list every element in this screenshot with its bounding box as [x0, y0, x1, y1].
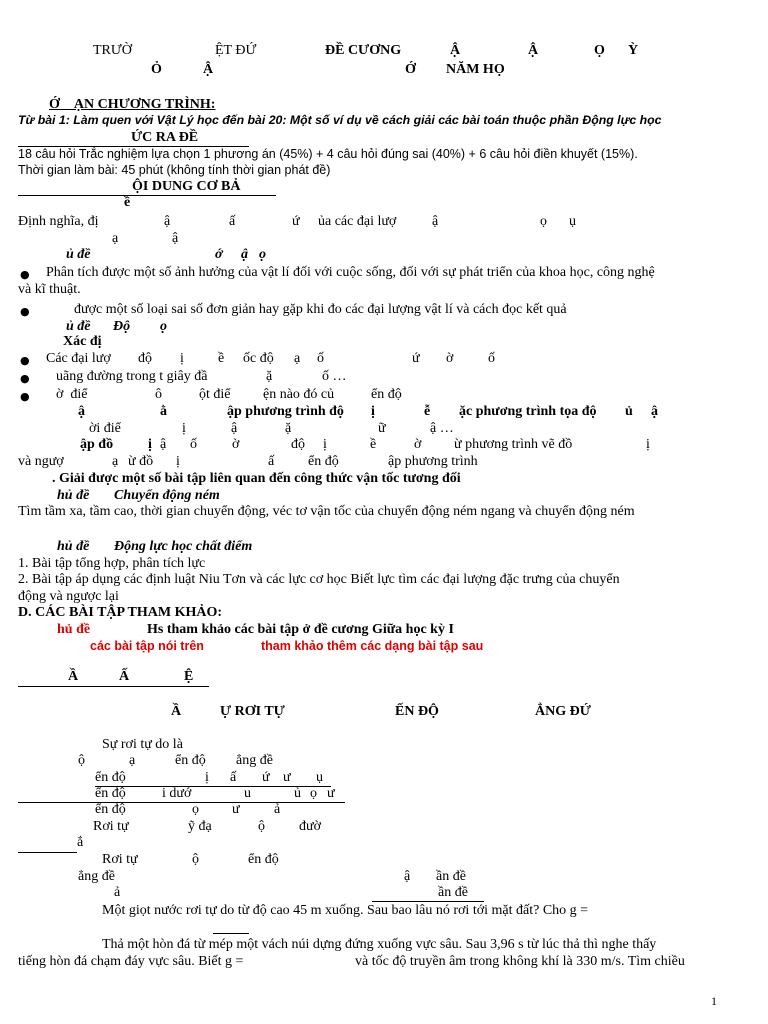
program-range: Từ bài 1: Làm quen với Vật Lý học đến bài 20: Một số ví dụ về cách giải các bài toán thuộc phần Động lực học [18, 113, 662, 127]
text-fragment: ớ [215, 247, 223, 262]
text-fragment: i dướ [162, 786, 192, 801]
text-fragment: ẳng đề [236, 753, 273, 768]
projectile-text: Tìm tầm xa, tầm cao, thời gian chuyển động, véc tơ vận tốc của chuyển động ném ngang và chuyển động ném [18, 504, 635, 519]
text-fragment: uãng đường trong t giây đầ [56, 369, 208, 384]
text-fragment: ển độ [175, 753, 206, 768]
text-fragment: ậ [78, 404, 85, 419]
text-fragment: ả [114, 885, 121, 900]
text-fragment: ậ [241, 247, 248, 262]
text-fragment: ọ [192, 802, 199, 817]
text-fragment: u [244, 786, 251, 801]
exercise-2: Thả một hòn đá từ mép một vách núi dựng đứng xuống vực sâu. Sau 3,96 s từ lúc thả thì nghe thấy [102, 937, 657, 952]
title-fragment: ĐỀ CƯƠNG [325, 43, 402, 58]
text-fragment: ụ [569, 214, 576, 229]
text-fragment: ặ [285, 421, 292, 436]
text-fragment: ậ [160, 437, 167, 452]
text-fragment: ứ [412, 351, 420, 366]
text-fragment: ẲNG ĐỨ [535, 704, 591, 719]
exam-time: Thời gian làm bài: 45 phút (không tính thời gian phát đề) [18, 163, 331, 177]
text-fragment: ập phương trình [388, 454, 478, 469]
text-fragment: ờ [232, 437, 240, 452]
formula-blank [213, 933, 249, 934]
numbered-item: động và ngược lại [18, 589, 119, 604]
title-fragment: Ỏ [151, 62, 162, 77]
text-underline [18, 852, 77, 853]
subheading: ề [124, 195, 131, 210]
text-fragment: Các đại lượ [46, 351, 111, 366]
text-fragment: ộ [78, 753, 85, 768]
text-fragment: ố [488, 351, 495, 366]
text-fragment: Rơi tự [93, 819, 129, 834]
text-fragment: và ngượ [18, 454, 64, 469]
text-fragment: đườ [299, 819, 321, 834]
title-fragment: Ọ [594, 43, 605, 58]
numbered-item: 2. Bài tập áp dụng các định luật Niu Tơn và các lực cơ học Biết lực tìm các đại lượng đặc trưng của chuyển [18, 572, 620, 587]
section-c-heading: ỘI DUNG CƠ BẢ [132, 179, 241, 194]
text-fragment: ị [180, 351, 184, 366]
section-b-heading: ỨC RA ĐỀ [131, 130, 199, 145]
text-fragment: ị [323, 437, 327, 452]
text-fragment: ị [646, 437, 650, 452]
text-fragment: ư [283, 770, 291, 785]
text-fragment: ằ [160, 404, 167, 419]
bullet-icon: ● [20, 372, 30, 385]
text-fragment: ậ [164, 214, 171, 229]
text-fragment: ọ [160, 319, 167, 334]
text-fragment: tham khảo thêm các dạng bài tập sau [261, 639, 484, 653]
relative-velocity-item: . Giải được một số bài tập liên quan đến công thức vận tốc tương đối [52, 471, 461, 486]
title-fragment: Ậ [450, 43, 461, 58]
text-fragment: độ [138, 351, 152, 366]
text-fragment: ậ [651, 404, 658, 419]
exercise-1: Một giọt nước rơi tự do từ độ cao 45 m xuống. Sau bao lâu nó rơi tới mặt đất? Cho g = [102, 903, 589, 918]
text-fragment: Ầ [68, 669, 79, 684]
text-fragment: ần đề [436, 869, 466, 884]
bullet-text: Phân tích được một số ảnh hưởng của vật lí đối với cuộc sống, đối với sự phát triển của khoa học, công nghệ [46, 265, 655, 280]
text-fragment: ạ [112, 231, 119, 246]
text-fragment: và tốc độ truyền âm trong không khí là 330 m/s. Tìm chiều [355, 954, 685, 969]
bullet-text: được một số loại sai số đơn giản hay gặp khi đo các đại lượng vật lí và cách đọc kết quả [74, 302, 567, 317]
text-fragment: hủ đề [57, 488, 90, 503]
text-fragment: ời điể [89, 421, 121, 436]
text-fragment: ủ [625, 404, 633, 419]
text-fragment: ư [327, 786, 335, 801]
text-fragment: ề [218, 351, 225, 366]
text-fragment: ề [370, 437, 377, 452]
text-fragment: Hs tham khảo các bài tập ở đề cương Giữa học kỳ I [147, 622, 454, 637]
text-fragment: ặc phương trình tọa độ [459, 404, 597, 419]
text-fragment: ụ [316, 770, 323, 785]
title-fragment: Ậ [528, 43, 539, 58]
text-fragment: ấ [268, 454, 275, 469]
text-fragment: ờ điể [56, 387, 88, 402]
title-fragment: Ậ [203, 62, 214, 77]
text-fragment: ẳng đề [78, 869, 115, 884]
bullet-icon: ● [20, 354, 30, 367]
theory-line: Sự rơi tự do là [102, 737, 183, 752]
text-fragment: ữ [378, 421, 386, 436]
text-fragment: ậ [231, 421, 238, 436]
text-fragment: ứ [262, 770, 270, 785]
text-underline [18, 802, 345, 803]
text-fragment: ậ [404, 869, 411, 884]
text-fragment: các bài tập nói trên [90, 639, 204, 653]
text-fragment: độ [291, 437, 305, 452]
text-underline [372, 901, 484, 902]
text-fragment: Động lực học chất điểm [114, 539, 253, 554]
text-fragment: Ệ [184, 669, 194, 684]
numbered-item: 1. Bài tập tổng hợp, phân tích lực [18, 556, 206, 571]
text-fragment: ển độ [95, 802, 126, 817]
text-fragment: ển độ [95, 770, 126, 785]
text-fragment: ỹ đạ [188, 819, 212, 834]
bullet-icon: ● [20, 305, 30, 318]
text-fragment: ộ [192, 852, 199, 867]
text-fragment: Độ [113, 319, 131, 334]
bullet-icon: ● [20, 268, 30, 281]
text-fragment: ện nào đó củ [263, 387, 335, 402]
text-fragment: ậ [172, 231, 179, 246]
text-fragment: ố [190, 437, 197, 452]
section-d-heading: D. CÁC BÀI TẬP THAM KHẢO: [18, 605, 223, 620]
bullet-icon: ● [20, 390, 30, 403]
text-fragment: ạ [294, 351, 301, 366]
text-fragment: ờ [446, 351, 454, 366]
text-fragment: ọ [540, 214, 547, 229]
text-fragment: ủ [294, 786, 301, 801]
text-fragment: ố … [322, 369, 347, 384]
text-fragment: Rơi tự [102, 852, 138, 867]
page-number: 1 [711, 994, 717, 1008]
theory-line: ắ [77, 835, 84, 850]
text-fragment: ễ [424, 404, 431, 419]
text-fragment: ị [205, 770, 209, 785]
text-fragment: ển độ [371, 387, 402, 402]
bullet-text: và kĩ thuật. [18, 282, 81, 297]
text-fragment: ển độ [248, 852, 279, 867]
subheading: Xác đị [63, 334, 102, 349]
text-fragment: ố [317, 351, 324, 366]
text-fragment: ển độ [95, 786, 126, 801]
text-fragment: ừ đồ [128, 454, 154, 469]
heading-underline [18, 686, 209, 687]
text-fragment: ậ … [430, 421, 454, 436]
title-fragment: NĂM HỌ [446, 62, 505, 77]
title-fragment: Ỳ [628, 43, 639, 58]
title-fragment: TRƯỜ [93, 43, 132, 58]
text-fragment: ốc độ [243, 351, 274, 366]
text-fragment: ủ đề [66, 319, 91, 334]
text-fragment: ạ [112, 454, 119, 469]
text-fragment: Chuyển động ném [114, 488, 220, 503]
heading-underline [18, 195, 276, 196]
text-fragment: hủ đề [57, 539, 90, 554]
text-fragment: ủ đề [66, 247, 91, 262]
text-fragment: ẾN ĐỘ [395, 704, 439, 719]
text-fragment: ị [371, 404, 375, 419]
text-fragment: ô [155, 387, 162, 402]
exam-format: 18 câu hỏi Trắc nghiệm lựa chọn 1 phương án (45%) + 4 câu hỏi đúng sai (40%) + 6 câu hỏi điền khuyết (15%). [18, 147, 638, 161]
text-fragment: ọ [310, 786, 317, 801]
text-fragment: ặ [266, 369, 273, 384]
text-fragment: ập phương trình độ [227, 404, 344, 419]
text-fragment: ấ [230, 770, 237, 785]
text-fragment: ần đề [438, 885, 468, 900]
text-fragment: ậ [432, 214, 439, 229]
text-fragment: ển độ [308, 454, 339, 469]
text-fragment: Ấ [119, 669, 130, 684]
text-fragment: ủa các đại lượ [318, 214, 397, 229]
text-fragment: Ầ [171, 704, 182, 719]
text-fragment: ị [182, 421, 186, 436]
text-fragment: Định nghĩa, đị [18, 214, 99, 229]
section-a-heading: Ớ ẠN CHƯƠNG TRÌNH: [49, 97, 216, 112]
text-fragment: ả [274, 802, 281, 817]
text-fragment: ư [232, 802, 240, 817]
text-fragment: ị [176, 454, 180, 469]
text-fragment: ấ [229, 214, 236, 229]
text-fragment: ờ [414, 437, 422, 452]
text-fragment: ọ [259, 247, 266, 262]
text-fragment: ột điể [199, 387, 231, 402]
text-fragment: ứ [292, 214, 300, 229]
title-fragment: ỆT ĐỨ [215, 43, 257, 58]
text-fragment: ạ [129, 753, 136, 768]
text-fragment: ộ [258, 819, 265, 834]
text-fragment: ập đồ [80, 437, 114, 452]
text-fragment: tiếng hòn đá chạm đáy vực sâu. Biết g = [18, 954, 244, 969]
text-fragment: hủ đề [57, 622, 91, 637]
text-fragment: ị [148, 437, 152, 452]
title-fragment: Ớ [405, 62, 416, 77]
text-fragment: Ự RƠI TỰ [220, 704, 285, 719]
text-fragment: ừ phương trình vẽ đồ [454, 437, 573, 452]
